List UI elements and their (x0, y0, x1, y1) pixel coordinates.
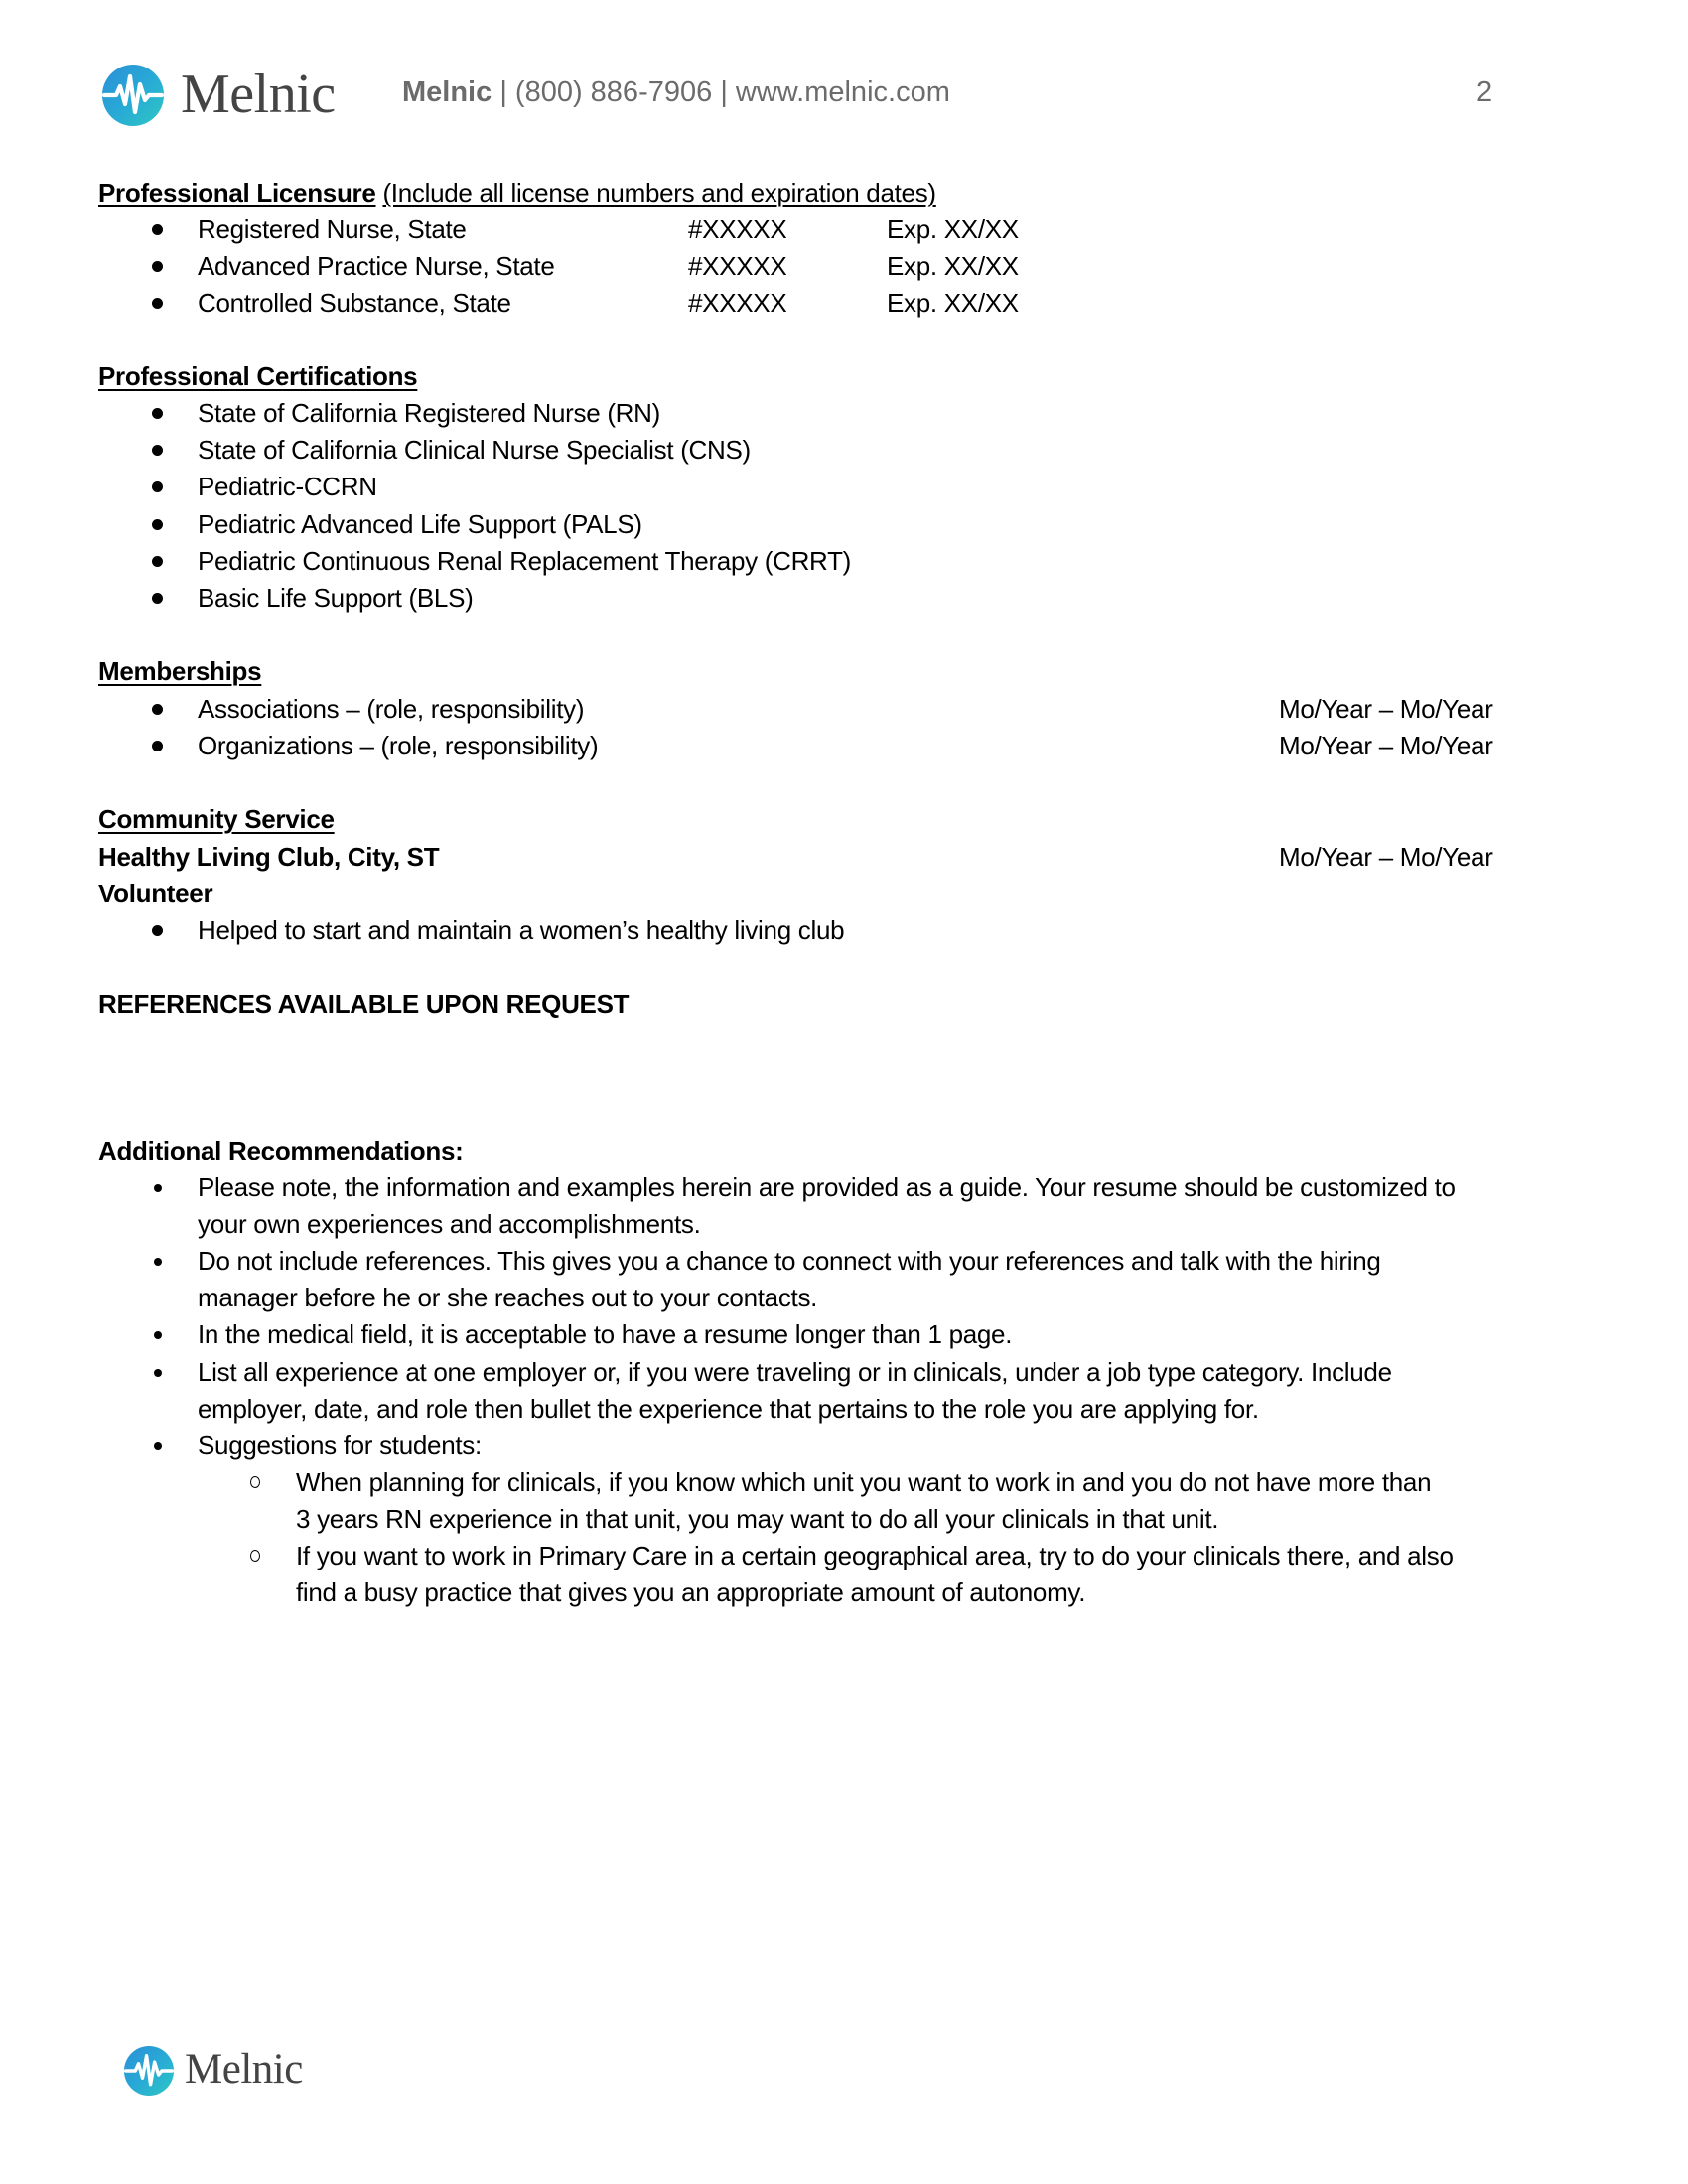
license-expiration: Exp. XX/XX (887, 288, 1019, 318)
section-heading: Professional Licensure (98, 178, 376, 207)
bullet-icon (154, 1258, 162, 1266)
bullet-icon (154, 1184, 162, 1192)
volunteer-role: Volunteer (98, 879, 213, 908)
license-expiration: Exp. XX/XX (887, 214, 1019, 244)
organization-name: Healthy Living Club, City, ST (98, 842, 440, 872)
page-number: 2 (1477, 76, 1493, 108)
recommendation-text: manager before he or she reaches out to your contacts. (198, 1283, 818, 1312)
list-item (0, 395, 1688, 432)
membership-dates: Mo/Year – Mo/Year (1279, 694, 1493, 724)
licensure-heading-row (98, 175, 936, 211)
organization-row (0, 839, 1688, 876)
header-brand: Melnic (402, 76, 492, 108)
membership-row (0, 728, 1688, 764)
header-phone[interactable]: (800) 886-7906 (514, 76, 713, 108)
section-heading-note: (Include all license numbers and expiration dates) (382, 178, 936, 207)
license-row (0, 285, 1688, 322)
recommendation-text: Suggestions for students: (198, 1431, 482, 1460)
header-separator: | (720, 76, 728, 108)
heartbeat-wave-icon (124, 2046, 174, 2096)
references-note: REFERENCES AVAILABLE UPON REQUEST (98, 989, 630, 1019)
bullet-icon (152, 704, 163, 715)
membership-label: Organizations – (role, responsibility) (198, 731, 599, 760)
bullet-icon (152, 408, 163, 419)
recommendation-text: employer, date, and role then bullet the experience that pertains to the role you are applying for. (198, 1394, 1259, 1424)
certification-name: Pediatric Continuous Renal Replacement Therapy (CRRT) (198, 546, 852, 576)
recommendation-text: Please note, the information and examples herein are provided as a guide. Your resume should be customized to (198, 1172, 1456, 1202)
certifications-heading-row (98, 358, 417, 395)
section-heading: Community Service (98, 804, 335, 834)
bullet-icon (152, 593, 163, 604)
heartbeat-wave-icon (102, 65, 164, 126)
bullet-icon (152, 445, 163, 456)
logo-wordmark: Melnic (185, 2046, 303, 2093)
header-separator: | (499, 76, 507, 108)
license-number: #XXXXX (688, 251, 787, 281)
recommendation-text: List all experience at one employer or, if you were traveling or in clinicals, under a job type category. Include (198, 1357, 1392, 1387)
service-description: Helped to start and maintain a women’s healthy living club (198, 915, 845, 945)
recommendation-text: your own experiences and accomplishments. (198, 1209, 701, 1239)
bullet-icon (152, 261, 163, 272)
certification-name: State of California Registered Nurse (RN) (198, 398, 660, 428)
bullet-icon (154, 1331, 162, 1339)
suggestion-text: If you want to work in Primary Care in a certain geographical area, try to do your clinicals there, and also (296, 1541, 1454, 1570)
list-item (0, 469, 1688, 505)
hollow-bullet-icon (250, 1476, 260, 1488)
bullet-icon (152, 925, 163, 936)
recommendation-text: Do not include references. This gives you a chance to connect with your references and talk with the hiring (198, 1246, 1381, 1276)
recommendation-text: In the medical field, it is acceptable to have a resume longer than 1 page. (198, 1319, 1013, 1349)
bullet-icon (152, 741, 163, 751)
section-heading: Professional Certifications (98, 361, 418, 391)
membership-dates: Mo/Year – Mo/Year (1279, 731, 1493, 760)
license-name: Controlled Substance, State (198, 288, 511, 318)
membership-row (0, 691, 1688, 728)
list-item (0, 506, 1688, 543)
certification-name: Pediatric Advanced Life Support (PALS) (198, 509, 642, 539)
header-contact (402, 73, 950, 111)
hollow-bullet-icon (250, 1550, 260, 1562)
license-row (0, 248, 1688, 285)
header-website-link[interactable]: www.melnic.com (735, 76, 950, 108)
melnic-logo-icon (102, 65, 164, 126)
list-item (0, 912, 1688, 949)
bullet-icon (152, 519, 163, 530)
license-name: Registered Nurse, State (198, 214, 467, 244)
bullet-icon (152, 556, 163, 567)
bullet-icon (152, 298, 163, 309)
license-row (0, 211, 1688, 248)
service-dates: Mo/Year – Mo/Year (1279, 842, 1493, 872)
suggestion-text: When planning for clinicals, if you know which unit you want to work in and you do not have more than (296, 1467, 1432, 1497)
section-heading: Memberships (98, 656, 262, 686)
certification-name: State of California Clinical Nurse Specialist (CNS) (198, 435, 751, 465)
certification-name: Pediatric-CCRN (198, 472, 377, 501)
membership-label: Associations – (role, responsibility) (198, 694, 585, 724)
license-expiration: Exp. XX/XX (887, 251, 1019, 281)
list-item (0, 580, 1688, 616)
bullet-icon (152, 224, 163, 235)
license-name: Advanced Practice Nurse, State (198, 251, 555, 281)
community-heading-row (98, 801, 335, 838)
list-item (0, 543, 1688, 580)
bullet-icon (152, 481, 163, 492)
memberships-heading-row (98, 653, 261, 690)
license-number: #XXXXX (688, 288, 787, 318)
bullet-icon (154, 1442, 162, 1450)
suggestion-text: find a busy practice that gives you an appropriate amount of autonomy. (296, 1577, 1086, 1607)
melnic-logo-icon (124, 2046, 174, 2096)
logo-wordmark: Melnic (181, 64, 336, 125)
certification-name: Basic Life Support (BLS) (198, 583, 474, 613)
license-number: #XXXXX (688, 214, 787, 244)
list-item (0, 432, 1688, 469)
section-heading: Additional Recommendations: (98, 1136, 464, 1165)
suggestion-text: 3 years RN experience in that unit, you may want to do all your clinicals in that unit. (296, 1504, 1219, 1534)
role-row (98, 876, 212, 912)
bullet-icon (154, 1369, 162, 1377)
